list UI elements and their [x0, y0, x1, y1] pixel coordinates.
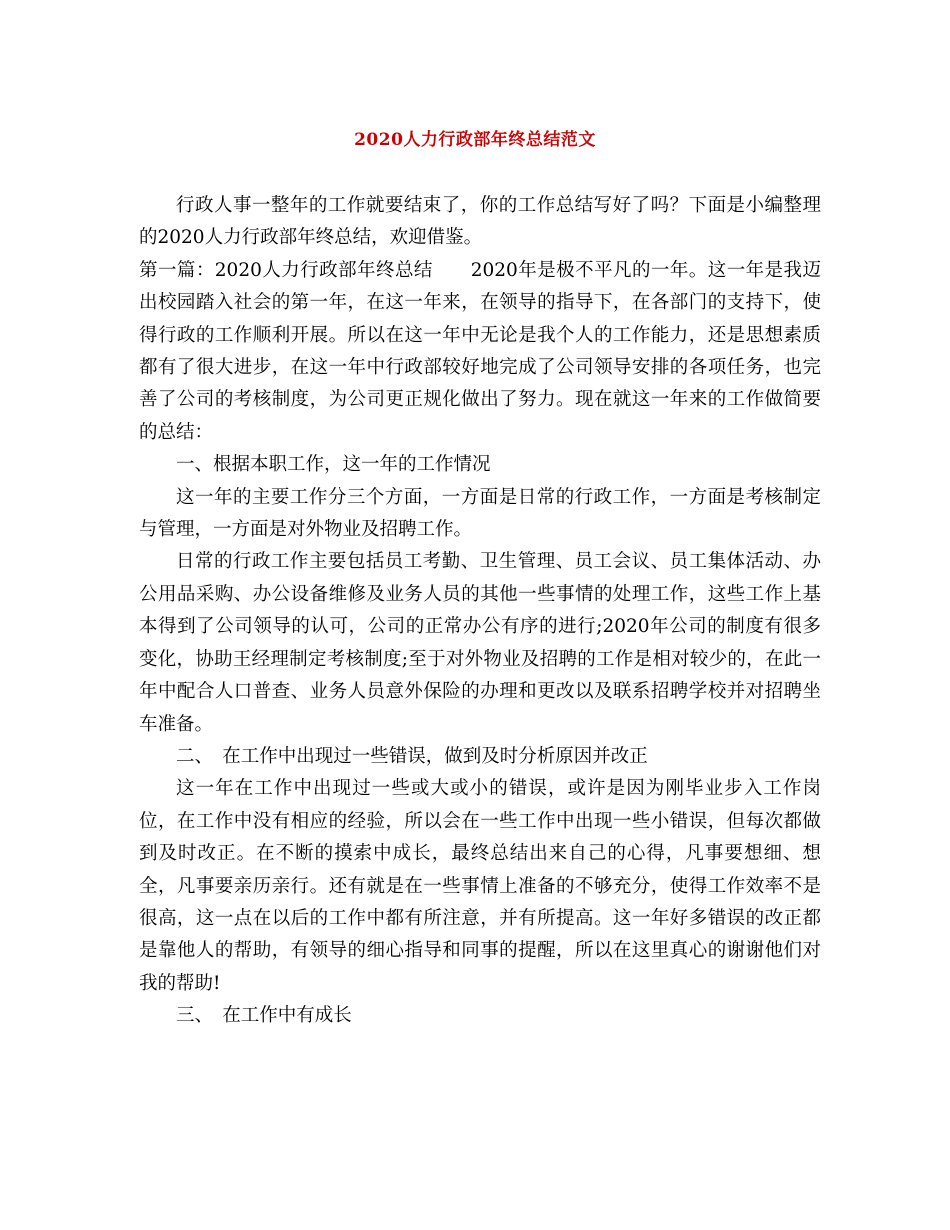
intro-paragraph: 行政人事一整年的工作就要结束了，你的工作总结写好了吗？下面是小编整理的2020人力行政部年终总结，欢迎借鉴。: [139, 195, 821, 249]
section-heading-three: 三、 在工作中有成长: [176, 1005, 352, 1027]
section-heading-one: 一、根据本职工作，这一年的工作情况: [176, 454, 491, 476]
work-overview-paragraph: 这一年的主要工作分三个方面，一方面是日常的行政工作，一方面是考核制定与管理，一方面是对外物业及招聘工作。: [139, 486, 821, 541]
mistakes-paragraph: 这一年在工作中出现过一些或大或小的错误，或许是因为刚毕业步入工作岗位，在工作中没有相应的经验，所以会在一些工作中出现一些小错误，但每次都做到及时改正。在不断的摸索中成长，最终总结出来自己的心得，凡事要想细、想全，凡事要亲历亲行。还有就是在一些事情上准备的不够充分，使得工作效率不是很高，这一点在以后的工作中都有所注意，并有所提高。这一年好多错误的改正都是靠他人的帮助，有领导的细心指导和同事的提醒，所以在这里真心的谢谢他们对我的帮助!: [139, 778, 821, 994]
section-heading-two: 二、 在工作中出现过一些错误，做到及时分析原因并改正: [176, 745, 648, 767]
first-article-paragraph: 第一篇：2020人力行政部年终总结 2020年是极不平凡的一年。这一年是我迈出校园踏入社会的第一年，在这一年来，在领导的指导下，在各部门的支持下，使得行政的工作顺利开展。所以在这一年中无论是我个人的工作能力，还是思想素质都有了很大进步，在这一年中行政部较好地完成了公司领导安排的各项任务，也完善了公司的考核制度，为公司更正规化做出了努力。现在就这一年来的工作做简要的总结：: [139, 259, 821, 443]
document-title: 2020人力行政部年终总结范文: [354, 130, 596, 150]
document-body: [139, 190, 821, 1033]
daily-admin-paragraph: 日常的行政工作主要包括员工考勤、卫生管理、员工会议、员工集体活动、办公用品采购、办公设备维修及业务人员的其他一些事情的处理工作，这些工作上基本得到了公司领导的认可，公司的正常办公有序的进行;2020年公司的制度有很多变化，协助王经理制定考核制度;至于对外物业及招聘的工作是相对较少的，在此一年中配合人口普查、业务人员意外保险的办理和更改以及联系招聘学校并对招聘坐车准备。: [139, 551, 821, 735]
